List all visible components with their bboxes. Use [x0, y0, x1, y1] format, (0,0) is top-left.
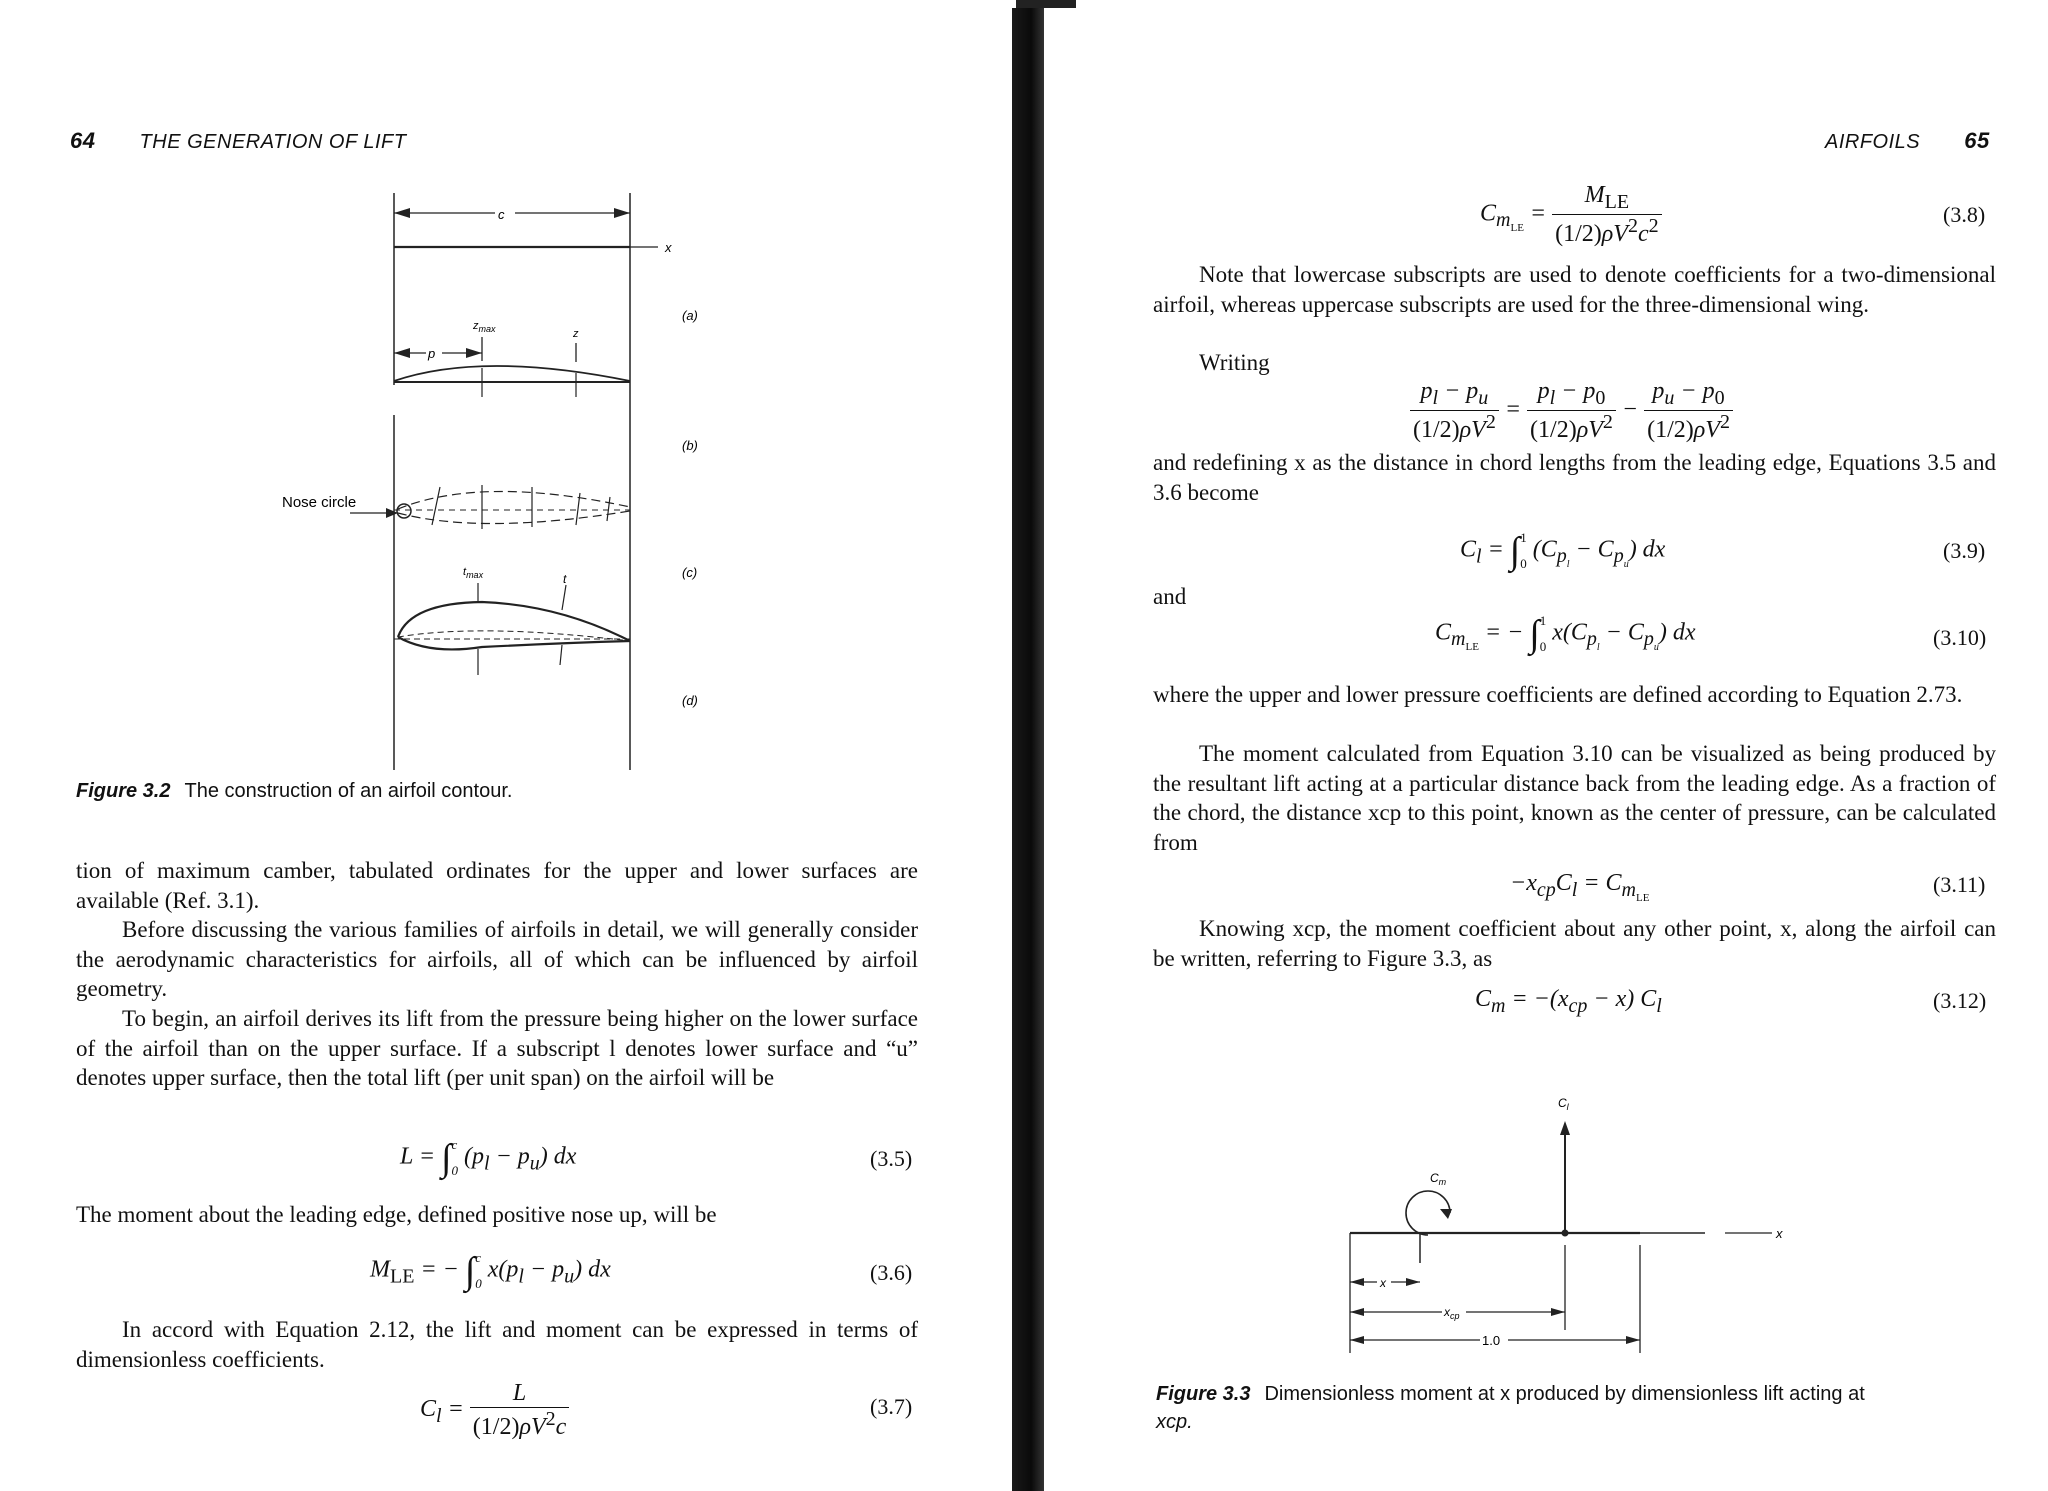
left-paragraph-2: Before discussing the various families of airfoils in detail, we will generally consider the aerodynamic characteristics for airfoils, all of which can be influenced by airfoil geometry. — [76, 917, 918, 1001]
equation-3-6: $M_{LE}$ = − ∫ c 0 $x(p_l - p_u)$ dx — [370, 1250, 611, 1292]
left-paragraph-3: To begin, an airfoil derives its lift from the pressure being higher on the lower surface of the airfoil than on the upper surface. If a subscript l denotes lower surface and “u” denotes upper surface, then the total lift (per unit span) on the airfoil will be — [76, 1006, 918, 1090]
label-t: t — [563, 572, 567, 586]
right-page-number: 65 — [1964, 128, 1990, 153]
left-running-title: THE GENERATION OF LIFT — [139, 131, 407, 153]
label-z: z — [573, 328, 579, 340]
label-nose-circle: Nose circle — [282, 494, 357, 511]
equation-3-11-number: (3.11) — [1933, 872, 1986, 897]
label-dim-xcp: $x_{cp}$ — [1444, 1305, 1460, 1321]
label-p: p — [428, 346, 436, 361]
right-paragraph-6: Knowing xcp, the moment coefficient about any other point, x, along the airfoil can be written, referring to Figure 3.3, as — [1153, 916, 1996, 971]
panel-b: (b) — [682, 438, 698, 453]
equation-3-8-number: (3.8) — [1943, 202, 1986, 227]
equation-pressure-difference: $\frac{p_l - p_u}{(1/2)\rho V^2}$ = $\frac{p_l - p_0}{(1/2)\rho V^2}$ − $\frac{p_u - p_0}{(1/2)\rho V^2}$ — [1410, 378, 1733, 444]
equation-3-7-number: (3.7) — [870, 1394, 913, 1419]
label-dim-x: x — [1380, 1276, 1386, 1290]
label-cl: $C_l$ — [1558, 1096, 1569, 1112]
right-paragraph-3: and redefining x as the distance in chord lengths from the leading edge, Equations 3.5 and 3.6 become — [1153, 450, 1996, 505]
equation-3-9-number: (3.9) — [1943, 538, 1986, 563]
equation-3-11: $-x_{cp}C_l = C_{m_{LE}}$ — [1510, 870, 1650, 904]
right-paragraph-1: Note that lowercase subscripts are used to denote coefficients for a two-dimensional airfoil, whereas uppercase subscripts are used for the three-dimensional wing. — [1153, 262, 1996, 317]
figure-3-3 — [1340, 1085, 1900, 1370]
left-paragraph-4: The moment about the leading edge, defined positive nose up, will be — [76, 1202, 717, 1227]
caption-label-3-3: Figure 3.3 — [1156, 1383, 1251, 1405]
left-running-head — [70, 128, 407, 154]
equation-3-12: $C_m = -(x_{cp} - x)$ $C_l$ — [1475, 986, 1662, 1017]
label-tmax: $t_{max}$ — [463, 566, 484, 580]
caption-label: Figure 3.2 — [76, 780, 171, 802]
equation-3-12-number: (3.12) — [1933, 988, 1987, 1013]
equation-3-6-number: (3.6) — [870, 1260, 913, 1285]
right-paragraph-5: The moment calculated from Equation 3.10 can be visualized as being produced by the resultant lift acting at a particular distance back from the leading edge. As a fraction of the chord, the distance xcp to this point, known as the center of pressure, can be calculated from — [1153, 741, 1996, 855]
panel-d: (d) — [682, 693, 698, 708]
equation-3-10-number: (3.10) — [1933, 625, 1987, 650]
label-cm: $C_m$ — [1430, 1171, 1447, 1187]
equation-3-7: $C_l$ = $\frac{L}{(1/2)\rho V^2c}$ — [420, 1380, 569, 1441]
book-gutter — [1010, 0, 1080, 1491]
left-page — [0, 0, 1010, 1491]
and-word: and — [1153, 584, 1187, 609]
equation-3-5: L = ∫ c 0 $(p_l - p_u)$ dx — [400, 1137, 577, 1179]
panel-c: (c) — [682, 565, 698, 580]
right-running-title: AIRFOILS — [1825, 131, 1921, 153]
equation-3-8: $C_{m_{LE}}$ = $\frac{M_{LE}}{(1/2)\rho V^2c^2}$ — [1480, 182, 1662, 248]
figure-3-3-caption — [1156, 1380, 1996, 1436]
caption-tail-3-3: xcp. — [1156, 1411, 1193, 1433]
equation-3-10: $C_{m_{LE}}$ = − ∫ 1 0 $x(C_{p_l} - C_{p_u})$ dx — [1435, 613, 1696, 655]
right-page — [1080, 0, 2048, 1491]
label-x: x — [665, 240, 672, 255]
label-c: c — [498, 207, 505, 222]
equation-3-9: $C_l$ = ∫ 1 0 $(C_{p_l} - C_{p_u})$ dx — [1460, 530, 1666, 572]
figure-3-2 — [270, 185, 720, 775]
left-paragraph-1: tion of maximum camber, tabulated ordinates for the upper and lower surfaces are available (Ref. 3.1). — [76, 858, 918, 913]
label-dim-one: 1.0 — [1482, 1333, 1501, 1348]
right-paragraph-2: Writing — [1199, 350, 1270, 375]
label-axis-x: x — [1776, 1226, 1783, 1241]
left-page-number: 64 — [70, 128, 96, 153]
caption-text-3-3: Dimensionless moment at x produced by dimensionless lift acting at — [1264, 1383, 1865, 1405]
left-paragraph-5: In accord with Equation 2.12, the lift and moment can be expressed in terms of dimensionless coefficients. — [76, 1317, 918, 1372]
right-running-head — [1825, 128, 1990, 154]
panel-a: (a) — [682, 308, 698, 323]
equation-3-5-number: (3.5) — [870, 1146, 913, 1171]
caption-text: The construction of an airfoil contour. — [184, 780, 513, 802]
label-zmax: $z_{max}$ — [473, 320, 496, 334]
right-paragraph-4: where the upper and lower pressure coefficients are defined according to Equation 2.73. — [1153, 682, 1963, 707]
figure-3-2-caption — [76, 780, 512, 803]
